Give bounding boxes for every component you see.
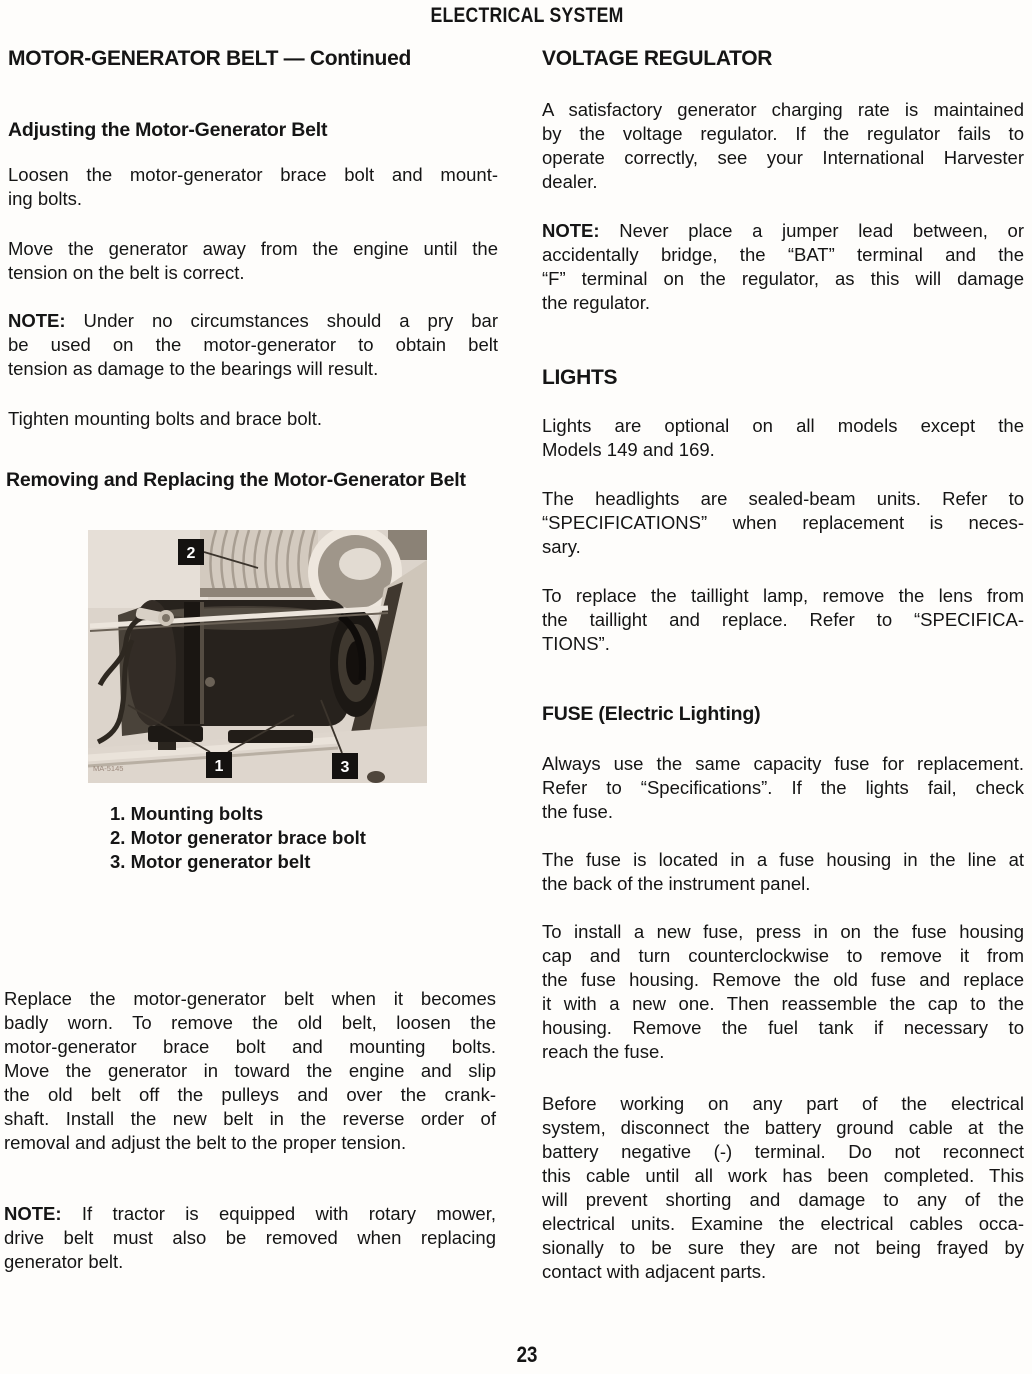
text-line: the fuse. (542, 801, 613, 822)
text-line: contact with adjacent parts. (542, 1261, 767, 1282)
text-line: TIONS”. (542, 633, 610, 654)
text-line: the back of the instrument panel. (542, 873, 811, 894)
text-line: 2. Motor generator brace bolt (110, 827, 366, 848)
text-line: this cable until all work has been completed. This (542, 1165, 1024, 1186)
photo-id-label: MA-5145 (93, 764, 124, 773)
figure-caption (110, 802, 490, 874)
text-line: Move the generator away from the engine until the (8, 238, 498, 259)
paragraph-taillight (542, 584, 1024, 656)
text-line: cap and turn counterclockwise to remove it from (542, 945, 1024, 966)
paragraph-replace-belt (4, 987, 496, 1155)
text-line: NOTE: Never place a jumper lead between, or (542, 220, 1024, 241)
text-line: “SPECIFICATIONS” when replacement is neces- (542, 512, 1024, 533)
page-number: 23 (516, 1342, 538, 1367)
text-line: Models 149 and 169. (542, 439, 715, 460)
paragraph-battery-disconnect (542, 1092, 1024, 1284)
text-line: Lights are optional on all models except the (542, 415, 1024, 436)
heading-adjusting-belt: Adjusting the Motor-Generator Belt (8, 119, 328, 141)
heading-lights: LIGHTS (542, 366, 618, 389)
text-line: reach the fuse. (542, 1041, 665, 1062)
callout-2-label: 2 (186, 545, 196, 562)
text-line: Replace the motor-generator belt when it becomes (4, 988, 496, 1009)
text-line: operate correctly, see your International Harvester (542, 147, 1024, 168)
text-line: the regulator. (542, 292, 650, 313)
paragraph-lights-optional (542, 414, 1024, 462)
text-line: To install a new fuse, press in on the fuse housing (542, 921, 1024, 942)
text-line: the old belt off the pulleys and over the crank- (4, 1084, 496, 1105)
text-line: sary. (542, 536, 581, 557)
text-line: A satisfactory generator charging rate is maintained (542, 99, 1024, 120)
text-line: drive belt must also be removed when replacing (4, 1227, 496, 1248)
text-line: 3. Motor generator belt (110, 851, 311, 872)
text-line: generator belt. (4, 1251, 124, 1272)
paragraph-tighten (8, 407, 498, 431)
text-line: NOTE: Under no circumstances should a pry bar (8, 310, 498, 331)
text-line: To replace the taillight lamp, remove the lens from (542, 585, 1024, 606)
text-line: motor-generator brace bolt and mounting bolts. (4, 1036, 496, 1057)
text-line: removal and adjust the belt to the proper tension. (4, 1132, 407, 1153)
text-line: The headlights are sealed-beam units. Refer to (542, 488, 1024, 509)
note-prefix: NOTE: (542, 220, 600, 241)
text-line: be used on the motor-generator to obtain belt (8, 334, 498, 355)
text-line: NOTE: If tractor is equipped with rotary mower, (4, 1203, 496, 1224)
paragraph-charging-rate (542, 98, 1024, 194)
note-pry-bar (8, 309, 498, 381)
section-heading-motor-generator-belt: MOTOR-GENERATOR BELT — Continued (8, 47, 411, 70)
text-line: badly worn. To remove the old belt, loosen the (4, 1012, 496, 1033)
page-title: ELECTRICAL SYSTEM (430, 4, 624, 27)
callout-3 (332, 753, 358, 779)
text-line: Before working on any part of the electrical (542, 1093, 1024, 1114)
text-line: system, disconnect the battery ground cable at the (542, 1117, 1024, 1138)
photo-illustration (88, 530, 427, 783)
text-line: the taillight and replace. Refer to “SPECIFICA- (542, 609, 1024, 630)
text-line: The fuse is located in a fuse housing in the line at (542, 849, 1024, 870)
text-line: Loosen the motor-generator brace bolt and mount- (8, 164, 498, 185)
engine-fins (200, 530, 318, 597)
paragraph-fuse-capacity (542, 752, 1024, 824)
text-line: tension as damage to the bearings will result. (8, 358, 379, 379)
text-line: Move the generator in toward the engine and slip (4, 1060, 496, 1081)
text-line: housing. Remove the fuel tank if necessary to (542, 1017, 1024, 1038)
paragraph-move-generator (8, 237, 498, 285)
note-prefix: NOTE: (8, 310, 66, 331)
callout-1 (206, 752, 232, 778)
callout-2 (178, 539, 204, 565)
text-line: dealer. (542, 171, 598, 192)
text-line: by the voltage regulator. If the regulator fails to (542, 123, 1024, 144)
note-rotary-mower (4, 1202, 496, 1274)
paragraph-loosen (8, 163, 498, 211)
paragraph-fuse-location (542, 848, 1024, 896)
text-line: shaft. Install the new belt in the reverse order of (4, 1108, 496, 1129)
text-line: battery negative (-) terminal. Do not reconnect (542, 1141, 1024, 1162)
text-line: “F” terminal on the regulator, as this will damage (542, 268, 1024, 289)
text-line: 1. Mounting bolts (110, 803, 264, 824)
text-line: electrical units. Examine the electrical cables occa- (542, 1213, 1024, 1234)
text-line: Refer to “Specifications”. If the lights fail, check (542, 777, 1024, 798)
motor-generator-photo (88, 530, 427, 783)
text-line: tension on the belt is correct. (8, 262, 245, 283)
note-jumper-lead (542, 219, 1024, 315)
text-line: ing bolts. (8, 188, 83, 209)
text-line: the fuse housing. Remove the old fuse and replace (542, 969, 1024, 990)
text-line: accidentally bridge, the “BAT” terminal and the (542, 244, 1024, 265)
callout-1-label: 1 (214, 758, 224, 775)
text-line: sionally to be sure they are not being frayed by (542, 1237, 1024, 1258)
text-line: will prevent shorting and damage to any of the (542, 1189, 1024, 1210)
paragraph-headlights (542, 487, 1024, 559)
heading-fuse: FUSE (Electric Lighting) (542, 703, 761, 725)
paragraph-fuse-install (542, 920, 1024, 1064)
callout-3-label: 3 (340, 759, 350, 776)
note-prefix: NOTE: (4, 1203, 62, 1224)
heading-voltage-regulator: VOLTAGE REGULATOR (542, 47, 773, 70)
text-line: Always use the same capacity fuse for replacement. (542, 753, 1024, 774)
text-line: Tighten mounting bolts and brace bolt. (8, 408, 323, 429)
text-line: it with a new one. Then reassemble the cap to the (542, 993, 1024, 1014)
heading-removing-replacing-belt: Removing and Replacing the Motor-Generator Belt (6, 469, 466, 491)
